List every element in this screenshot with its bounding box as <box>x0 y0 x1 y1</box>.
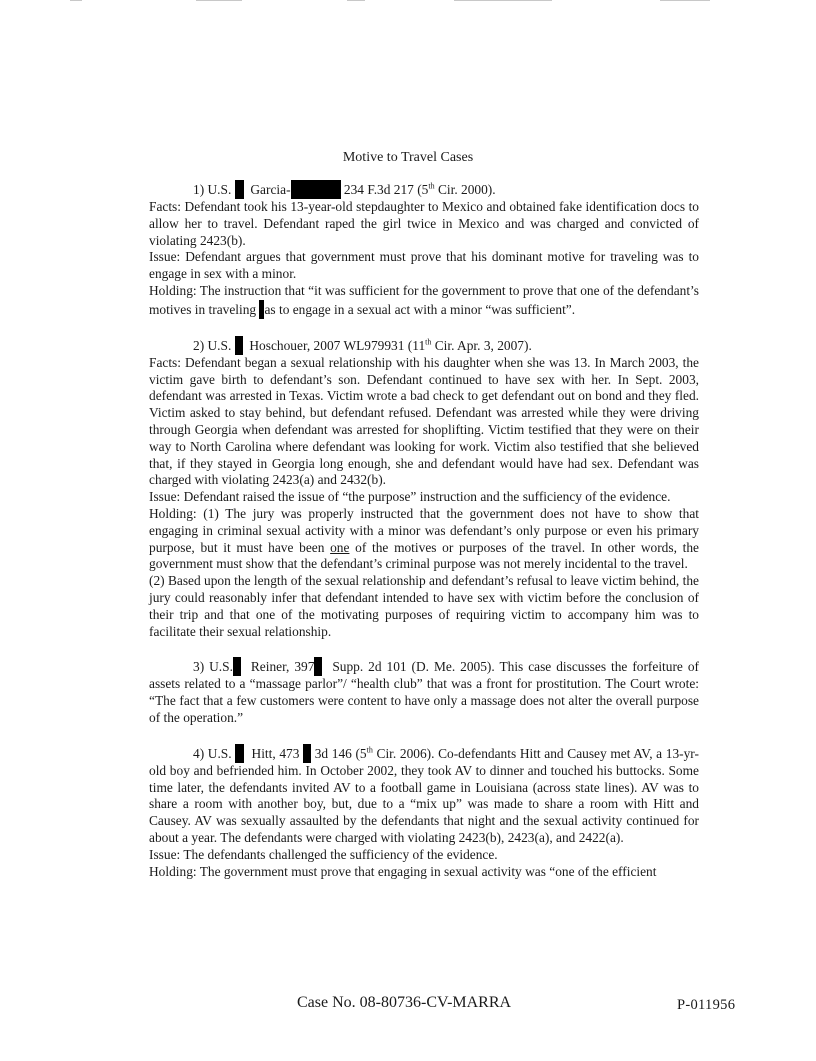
redaction-bar <box>233 657 241 676</box>
case-facts: Facts: Defendant began a sexual relationship with his daughter when she was 13. In March 2003, the victim gave birth to defendant’s son. Defendant continued to have sex with her. In Sept. 2003, defendant was arrested in Texas. Victim wrote a bad check to get defendant out on bond and they fled. Victim asked to stay behind, but defendant refused. Defendant was arrested while they were driving through Georgia when defendant was arrested for shoplifting. Victim testified that they were on their way to North Carolina where defendant was looking for work. Victim also testified that she believed that, if they stayed in Georgia long enough, she and defendant would have had sex. Defendant was charged with violating 2423(a) and 2432(b). <box>149 354 699 488</box>
case-citation: Cir. Apr. 3, 2007). <box>431 337 532 353</box>
case-citation: 3d 146 (5 <box>314 745 367 761</box>
holding-text: of the motives or purposes of the travel. In other words, the government must show that the defendant’s criminal purpose was not merely incidental to the travel. <box>149 539 699 572</box>
ordinal-suffix: th <box>366 745 373 755</box>
case-number: 4) U.S. <box>193 745 232 761</box>
holding-text: Holding: The instruction that “it was sufficient for the government to prove that one of the defendant’s motives in traveling <box>149 282 699 317</box>
case-entry <box>149 180 699 319</box>
redaction-bar <box>235 180 244 199</box>
page-title: Motive to Travel Cases <box>342 150 474 165</box>
case-number: 1) U.S. <box>193 182 232 197</box>
case-number: 3) U.S. <box>193 659 233 675</box>
case-number-footer: Case No. 08-80736-CV-MARRA <box>297 994 512 1011</box>
case-citation: Reiner, 397 <box>250 659 315 675</box>
holding-text: Holding: (1) The jury was properly instructed that the government does not have to show that engaging in criminal sexual activity with a minor was defendant’s only purpose or even his primary purpose, but it must have been <box>149 505 699 555</box>
scan-edge-mark <box>347 0 365 1</box>
case-citation: Hitt, 473 <box>251 745 300 761</box>
case-citation: Cir. 2000). <box>434 182 496 197</box>
case-entry <box>149 336 699 641</box>
case-issue: Issue: The defendants challenged the sufficiency of the evidence. <box>149 846 498 862</box>
case-heading <box>149 336 699 355</box>
case-issue: Issue: Defendant argues that government must prove that his dominant motive for traveling was to engage in sex with a minor. <box>149 249 699 282</box>
ordinal-suffix: th <box>428 181 435 191</box>
case-heading <box>149 657 699 726</box>
ordinal-suffix: th <box>425 337 432 347</box>
case-heading <box>149 744 699 847</box>
case-number: 2) U.S. <box>193 337 232 353</box>
case-entry <box>149 657 699 726</box>
case-holding <box>149 283 699 319</box>
case-facts: Facts: Defendant took his 13-year-old stepdaughter to Mexico and obtained fake identification docs to allow her to travel. Defendant raped the girl twice in Mexico and was charged and convicted of violating 2423(b). <box>149 199 699 248</box>
case-citation: 234 F.3d 217 (5 <box>343 182 429 197</box>
document-body <box>149 180 699 880</box>
bates-number: P-011956 <box>677 997 736 1013</box>
holding-emphasis: one <box>330 539 350 555</box>
case-citation: Hoschouer, 2007 WL979931 (11 <box>249 337 426 353</box>
case-issue: Issue: Defendant raised the issue of “the purpose” instruction and the sufficiency of the evidence. <box>149 489 671 505</box>
holding-text: as to engage in a sexual act with a minor “was sufficient”. <box>264 301 576 317</box>
case-citation: Garcia- <box>250 182 291 197</box>
scan-edge-mark <box>196 0 242 1</box>
case-holding: Holding: The government must prove that engaging in sexual activity was “one of the efficient <box>149 863 657 879</box>
scan-edge-mark <box>660 0 710 1</box>
redaction-bar <box>314 657 322 676</box>
redaction-bar <box>303 744 311 763</box>
scan-edge-mark <box>454 0 552 1</box>
case-heading <box>149 180 699 199</box>
redaction-bar <box>291 180 341 199</box>
case-holding <box>149 506 699 573</box>
case-citation: Supp. 2d 101 (D. Me. 2005). This case discusses the forfeiture of assets related to a “massage parlor”/ “health club” that was a front for prostitution. The Court wrote: “The fact that a few customers were content to have only a massage does not alter the overall purpose of the operation.” <box>149 659 699 725</box>
redaction-bar <box>235 336 243 355</box>
case-entry <box>149 744 699 881</box>
redaction-bar <box>235 744 244 763</box>
scan-edge-mark <box>70 0 82 1</box>
case-holding-2: (2) Based upon the length of the sexual relationship and defendant’s refusal to leave victim behind, the jury could reasonably infer that defendant intended to have sex with victim before the conclusion of their trip and that one of the motivating purposes of requiring victim to accompany him was to facilitate their sexual relationship. <box>149 573 699 639</box>
case-citation: Cir. 2006). Co-defendants Hitt and Causey met AV, a 13-yr-old boy and befriended him. In October 2002, they took AV to dinner and touched his buttocks. Some time later, the defendants invited AV to a football game in Louisiana (across state lines). AV was to share a room with another boy, but, due to a “mix up” was made to share a room with Hitt and Causey. AV was sexually assaulted by the defendants that night and the sexual activity continued for about a year. The defendants were charged with violating 2423(b), 2423(a), and 2422(a). <box>149 745 699 845</box>
